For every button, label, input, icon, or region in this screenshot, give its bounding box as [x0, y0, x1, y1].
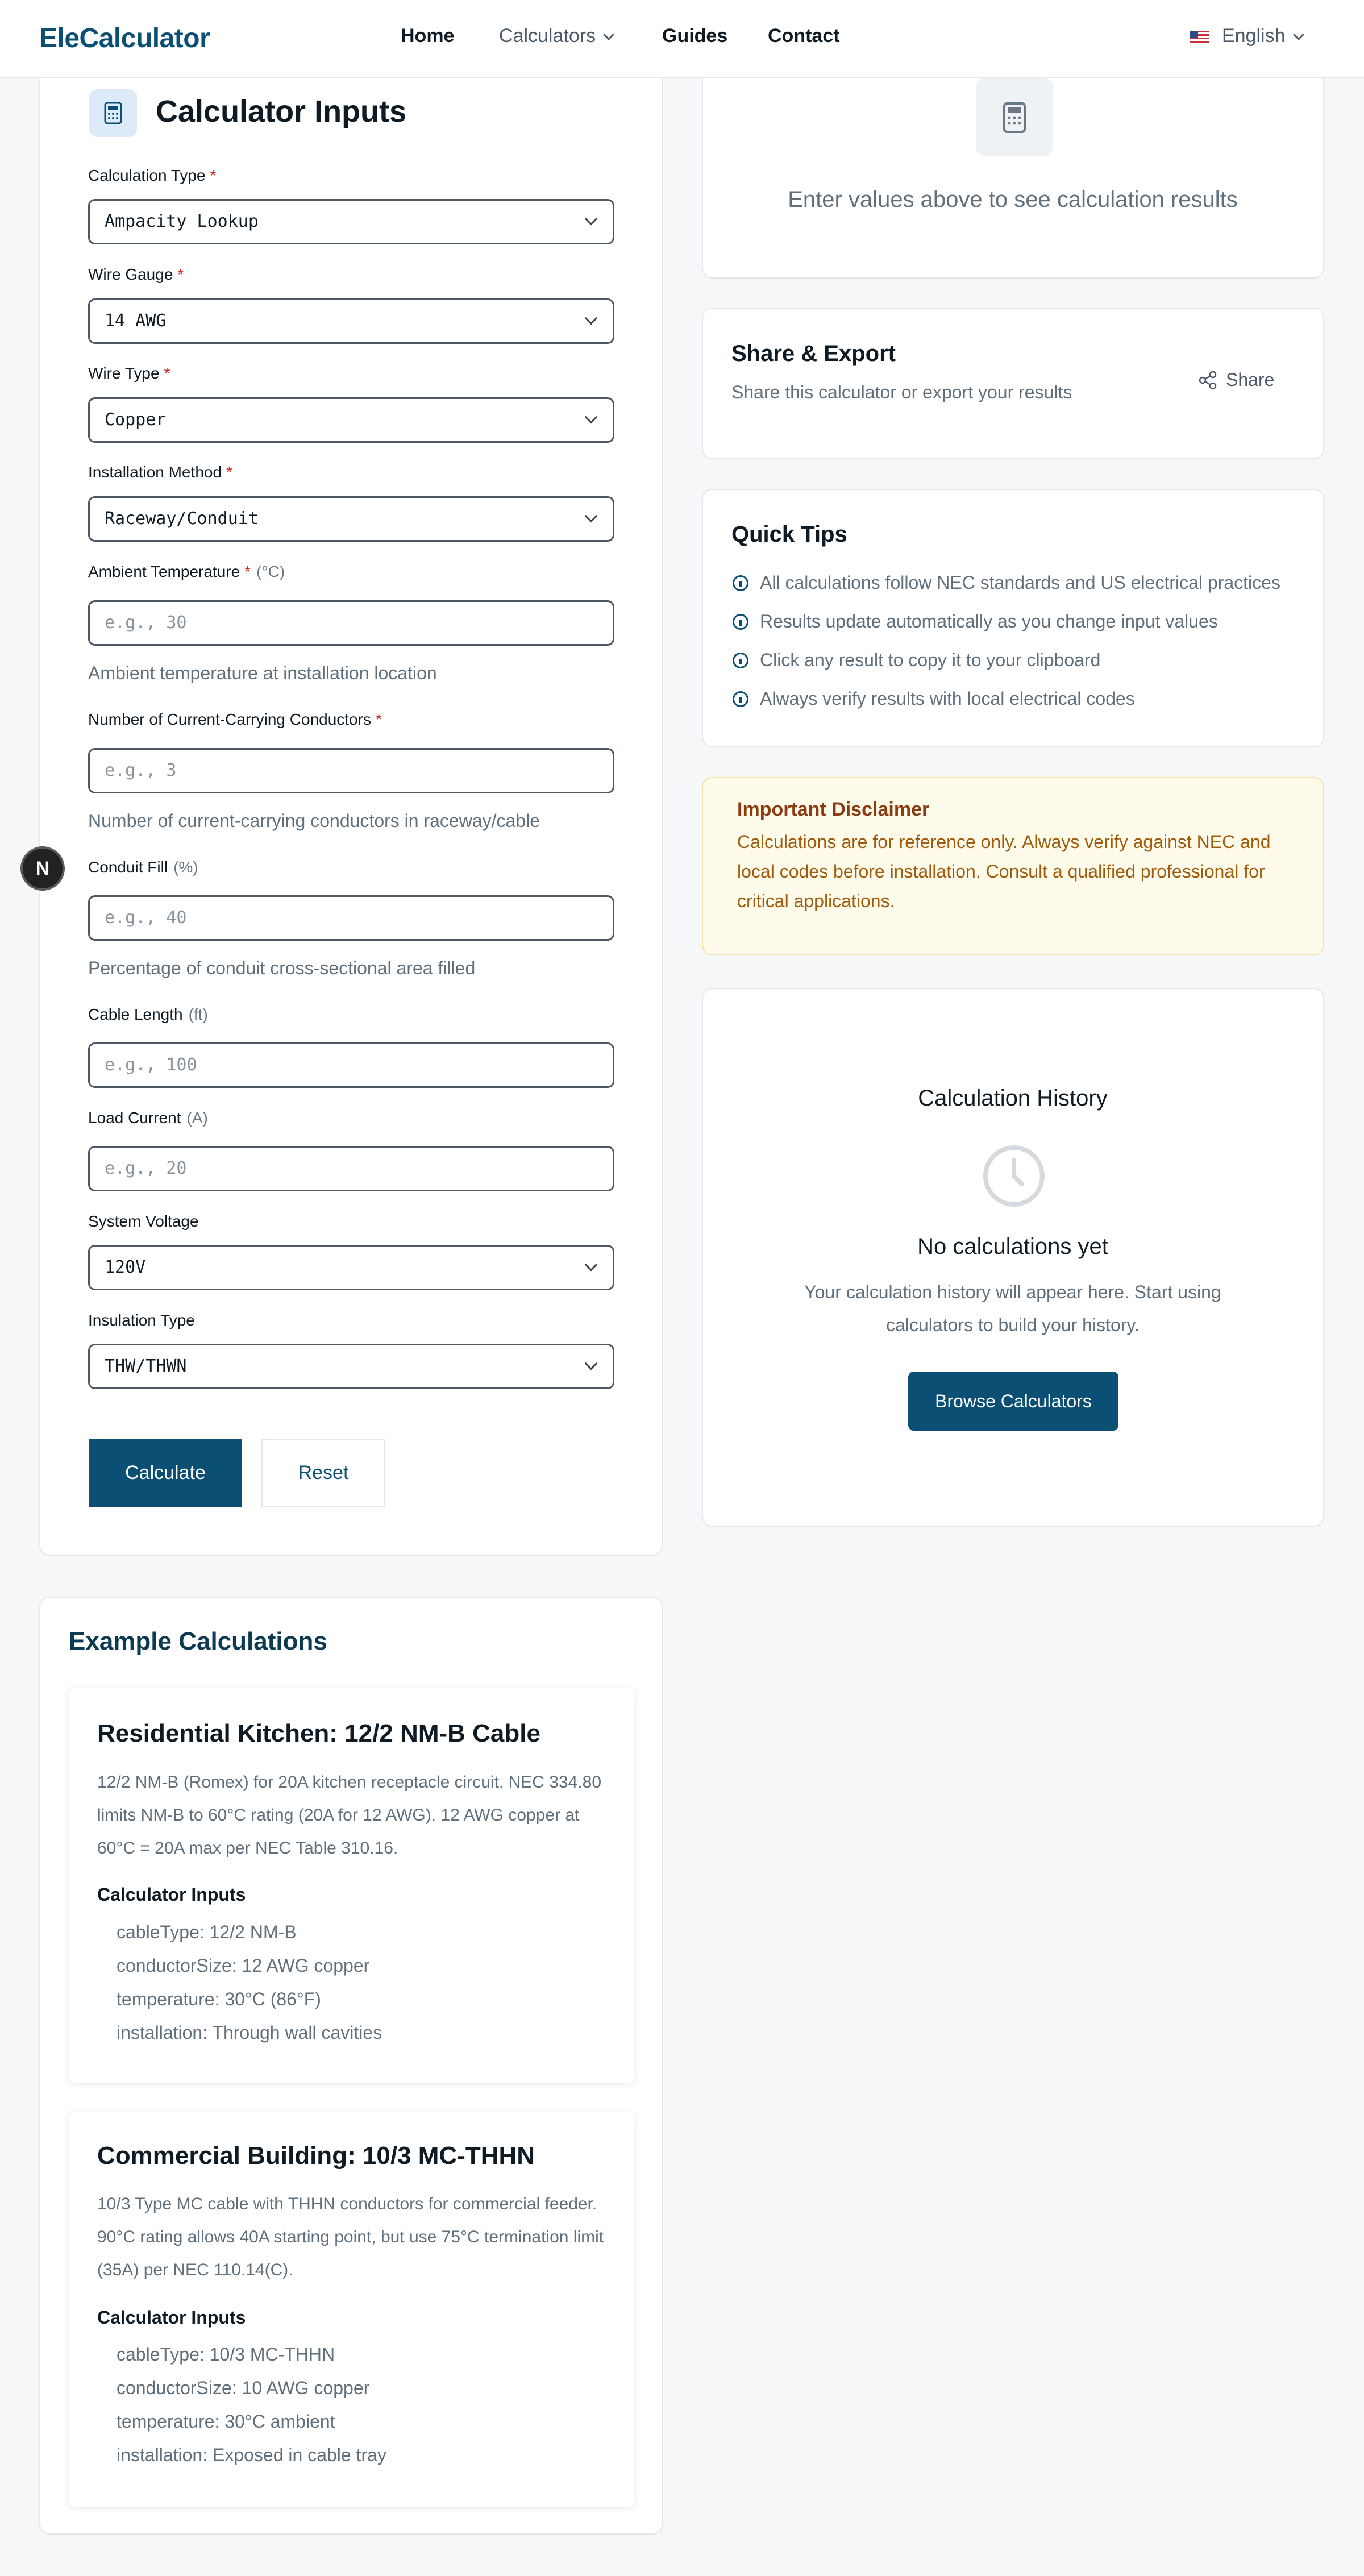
nav-calculators[interactable] — [499, 25, 613, 47]
tip-item: Click any result to copy it to your clipboard — [733, 650, 1100, 671]
ambient-temp-label: Ambient Temperature * (°C) — [88, 563, 285, 580]
browse-calculators-button[interactable]: Browse Calculators — [908, 1372, 1118, 1431]
example-card[interactable] — [69, 2112, 634, 2507]
list-item: installation: Exposed in cable tray — [117, 2445, 386, 2465]
cable-length-label: Cable Length (ft) — [88, 1006, 208, 1023]
ambient-temp-help: Ambient temperature at installation location — [88, 663, 437, 683]
site-logo[interactable]: EleCalculator — [39, 23, 210, 53]
chevron-down-icon — [1293, 29, 1304, 40]
load-current-input[interactable]: e.g., 20 — [88, 1146, 614, 1191]
example-inputs-list — [117, 1916, 382, 2050]
list-item: cableType: 10/3 MC-THHN — [117, 2344, 335, 2365]
conduit-fill-label: Conduit Fill (%) — [88, 858, 198, 876]
chevron-down-icon — [585, 312, 598, 325]
results-placeholder: Enter values above to see calculation results — [788, 187, 1238, 212]
example-inputs-heading: Calculator Inputs — [97, 2307, 246, 2328]
top-navbar — [0, 0, 1364, 78]
load-current-label: Load Current (A) — [88, 1109, 208, 1127]
list-item: conductorSize: 10 AWG copper — [117, 2378, 370, 2398]
list-item: conductorSize: 12 AWG copper — [117, 1955, 370, 1976]
history-empty-title: No calculations yet — [917, 1234, 1108, 1259]
example-inputs-heading: Calculator Inputs — [97, 1884, 246, 1905]
insulation-select[interactable]: THW/THWN — [88, 1344, 614, 1389]
calculate-button[interactable]: Calculate — [89, 1439, 242, 1507]
nav-home[interactable]: Home — [401, 25, 455, 47]
nav-calculators-label: Calculators — [499, 25, 596, 47]
disclaimer-title: Important Disclaimer — [737, 799, 930, 820]
example-title: Commercial Building: 10/3 MC-THHN — [97, 2142, 535, 2170]
conductors-input[interactable]: e.g., 3 — [88, 748, 614, 793]
insulation-label: Insulation Type — [88, 1311, 195, 1329]
calc-type-select[interactable]: Ampacity Lookup — [88, 199, 614, 244]
disclaimer-text: Calculations are for reference only. Always verify against NEC and local codes before installation. Consult a qualified professional for critical applications. — [737, 832, 1271, 911]
floating-n-badge[interactable]: N — [20, 846, 65, 891]
share-button-label: Share — [1226, 369, 1275, 390]
chevron-down-icon — [603, 29, 614, 40]
clock-icon — [981, 1143, 1047, 1209]
chevron-down-icon — [585, 213, 598, 226]
nav-contact[interactable]: Contact — [768, 25, 840, 47]
quick-tips-title: Quick Tips — [731, 522, 847, 547]
example-title: Residential Kitchen: 12/2 NM-B Cable — [97, 1719, 540, 1747]
share-button[interactable] — [1197, 369, 1274, 390]
tip-item: Always verify results with local electrical codes — [733, 688, 1135, 709]
calc-type-label: Calculation Type * — [88, 167, 217, 184]
example-description: 10/3 Type MC cable with THHN conductors for commercial feeder. 90°C rating allows 40A starting point, but use 75°C termination limit (35A) per NEC 110.14(C). — [97, 2195, 604, 2279]
conductors-help: Number of current-carrying conductors in raceway/cable — [88, 811, 540, 831]
history-empty-text: Your calculation history will appear here. Start using calculators to build your history. — [804, 1282, 1221, 1335]
list-item: temperature: 30°C (86°F) — [117, 1989, 321, 2009]
calculator-icon — [89, 89, 137, 137]
share-title: Share & Export — [731, 341, 896, 366]
history-title: Calculation History — [918, 1086, 1108, 1111]
share-icon — [1197, 370, 1218, 390]
system-voltage-select[interactable]: 120V — [88, 1245, 614, 1290]
install-method-label: Installation Method * — [88, 463, 232, 481]
calculator-icon — [976, 78, 1053, 156]
chevron-down-icon — [585, 1357, 598, 1370]
form-title: Calculator Inputs — [156, 94, 407, 128]
conductors-label: Number of Current-Carrying Conductors * — [88, 711, 382, 728]
list-item: temperature: 30°C ambient — [117, 2411, 335, 2432]
example-card[interactable] — [69, 1688, 634, 2083]
chevron-down-icon — [585, 1258, 598, 1272]
info-icon — [733, 691, 748, 707]
example-description: 12/2 NM-B (Romex) for 20A kitchen receptacle circuit. NEC 334.80 limits NM-B to 60°C rating (20A for 12 AWG). 12 AWG copper at 60°C = 20A max per NEC Table 310.16. — [97, 1773, 602, 1858]
info-icon — [733, 575, 748, 591]
install-method-select[interactable]: Raceway/Conduit — [88, 496, 614, 542]
language-label: English — [1222, 25, 1286, 47]
language-selector[interactable] — [1222, 25, 1303, 47]
conduit-fill-input[interactable]: e.g., 40 — [88, 895, 614, 941]
list-item: installation: Through wall cavities — [117, 2022, 382, 2043]
tip-item: Results update automatically as you change input values — [733, 611, 1218, 632]
chevron-down-icon — [585, 510, 598, 523]
examples-title: Example Calculations — [69, 1627, 327, 1655]
info-icon — [733, 653, 748, 668]
chevron-down-icon — [585, 411, 598, 424]
info-icon — [733, 614, 748, 630]
reset-button[interactable]: Reset — [261, 1439, 385, 1507]
conduit-fill-help: Percentage of conduit cross-sectional area filled — [88, 958, 476, 978]
wire-gauge-label: Wire Gauge * — [88, 265, 184, 283]
ambient-temp-input[interactable]: e.g., 30 — [88, 600, 614, 646]
us-flag-icon — [1190, 31, 1209, 44]
example-inputs-list — [117, 2338, 386, 2472]
wire-type-select[interactable]: Copper — [88, 397, 614, 443]
tip-item: All calculations follow NEC standards and US electrical practices — [733, 572, 1280, 593]
wire-gauge-select[interactable]: 14 AWG — [88, 298, 614, 344]
cable-length-input[interactable]: e.g., 100 — [88, 1042, 614, 1088]
wire-type-label: Wire Type * — [88, 364, 170, 382]
system-voltage-label: System Voltage — [88, 1212, 199, 1230]
nav-guides[interactable]: Guides — [662, 25, 728, 47]
share-subtitle: Share this calculator or export your results — [731, 382, 1072, 402]
disclaimer-box — [702, 777, 1324, 955]
list-item: cableType: 12/2 NM-B — [117, 1922, 297, 1942]
